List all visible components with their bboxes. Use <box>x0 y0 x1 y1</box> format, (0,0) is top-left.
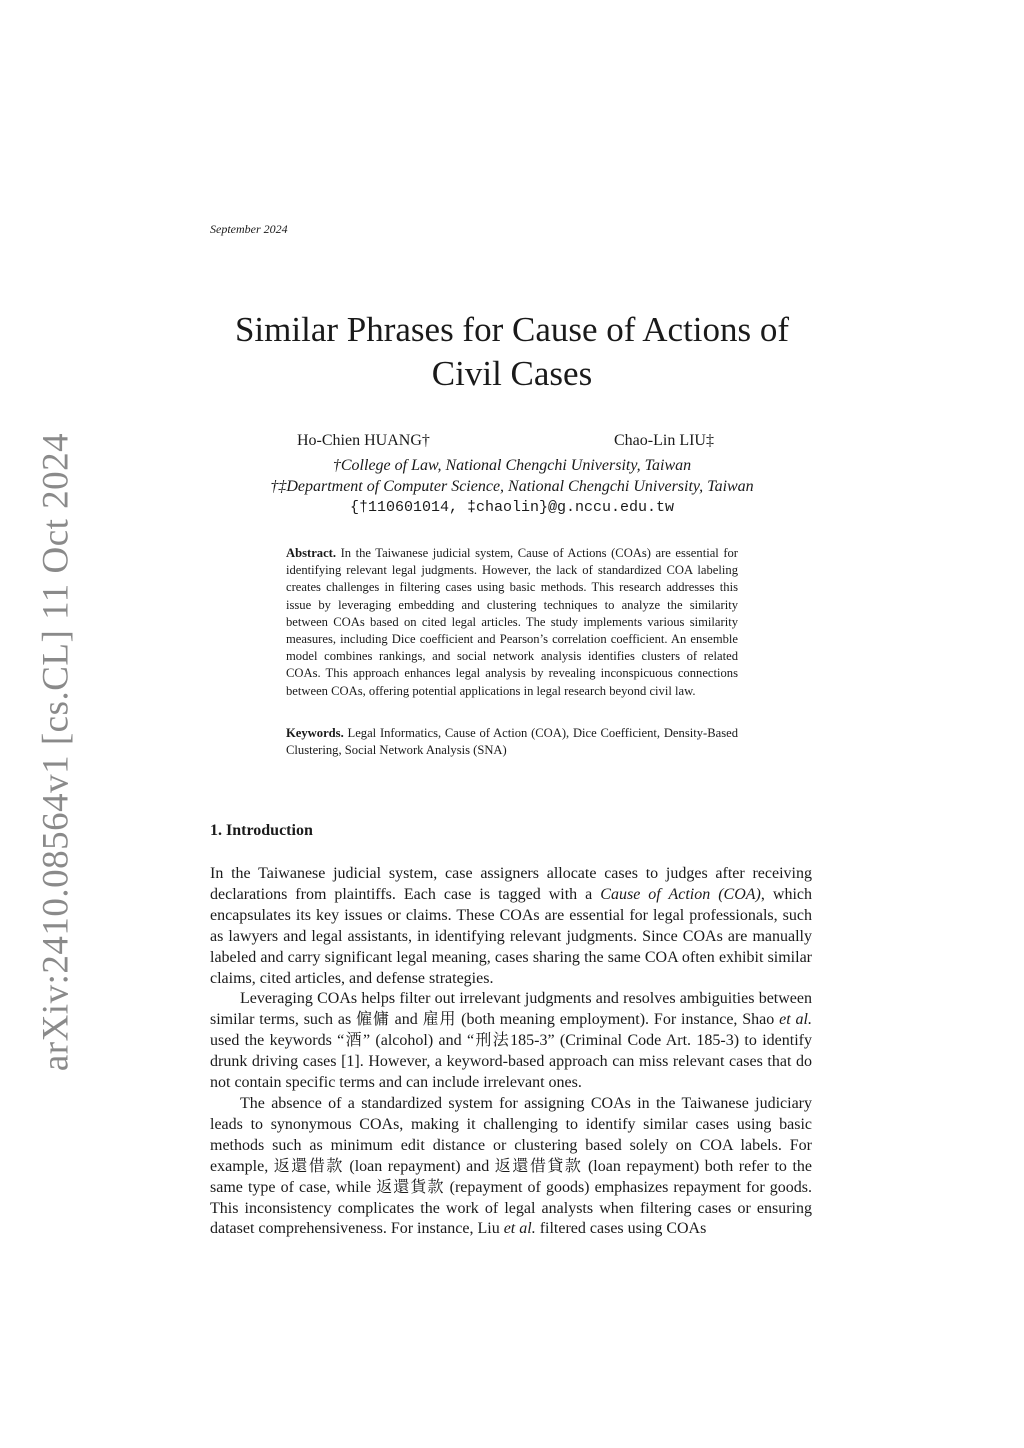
abstract-label: Abstract. <box>286 546 337 560</box>
author-huang: Ho-Chien HUANG† <box>297 432 430 449</box>
publication-date: September 2024 <box>210 222 288 236</box>
paragraph-1-part-a: In the Taiwanese judicial system, case assigners allocate cases to judges after receiving declarations from plaintiffs. Each case is tagged with a <box>210 865 812 903</box>
paragraph-2-emphasis: et al. <box>779 1011 812 1029</box>
paragraph-2-part-b: used the keywords “酒” (alcohol) and “刑法185-3” (Criminal Code Art. 185-3) to identify drunk driving cases [1]. However, a keyword-based approach can miss relevant cases that do not contain specific terms and can include irrelevant ones. <box>210 1032 812 1092</box>
paragraph-3 <box>210 1094 812 1240</box>
paragraph-1-emphasis: Cause of Action (COA) <box>600 885 761 903</box>
paragraph-2-part-a: Leveraging COAs helps filter out irrelevant judgments and resolves ambiguities between similar terms, such as 僱傭 and 雇用 (both meaning employment). For instance, Shao <box>210 990 812 1029</box>
keywords-text: Legal Informatics, Cause of Action (COA), Dice Coefficient, Density-Based Clustering, Social Network Analysis (SNA) <box>286 726 738 758</box>
author-emails: {†110601014, ‡chaolin}@g.nccu.edu.tw <box>349 499 675 516</box>
abstract <box>286 545 738 700</box>
section-heading-introduction: 1. Introduction <box>210 822 313 839</box>
affiliation-cs: †‡Department of Computer Science, National Chengchi University, Taiwan <box>270 478 754 495</box>
keywords-label: Keywords. <box>286 726 344 740</box>
paragraph-1 <box>210 864 812 989</box>
affiliation-law: †College of Law, National Chengchi University, Taiwan <box>332 457 692 474</box>
title-line-2: Civil Cases <box>431 354 593 393</box>
keywords <box>286 725 738 759</box>
paragraph-3-emphasis: et al. <box>503 1220 536 1238</box>
paragraph-3-part-b: filtered cases using COAs <box>535 1220 707 1238</box>
paragraph-1-part-b: , which encapsulates its key issues or claims. These COAs are essential for legal professionals, such as lawyers and legal assistants, in identifying relevant judgments. Since COAs are manually labeled and carry significant legal meaning, cases sharing the same COA often exhibit similar claims, cited articles, and defense strategies. <box>210 885 812 987</box>
paper-title <box>0 308 1024 396</box>
arxiv-identifier-stamp: arXiv:2410.08564v1 [cs.CL] 11 Oct 2024 <box>35 432 77 1072</box>
paragraph-3-part-a: The absence of a standardized system for assigning COAs in the Taiwanese judiciary leads to synonymous COAs, making it challenging to identify similar cases using basic methods such as minimum edit distance or clustering based solely on COA labels. For example, 返還借款 (loan repayment) and 返還借貸款 (loan repayment) both refer to the same type of case, while 返還貨款 (repayment of goods) emphasizes repayment for goods. This inconsistency complicates the work of legal analysts when filtering cases or ensuring dataset comprehensiveness. For instance, Liu <box>210 1094 812 1238</box>
introduction-body <box>210 864 812 1240</box>
abstract-text: In the Taiwanese judicial system, Cause of Actions (COAs) are essential for identifying relevant legal judgments. However, the lack of standardized COA labeling creates challenges in filtering cases using basic methods. This research addresses this issue by leveraging embedding and clustering techniques to analyze the similarity between COAs based on cited legal articles. The study implements various similarity measures, including Dice coefficient and Pearson’s correlation coefficient. An ensemble model combines rankings, and social network analysis identifies clusters of related COAs. This approach enhances legal analysis by revealing inconspicuous connections between COAs, offering potential applications in legal research beyond civil law. <box>286 546 738 698</box>
author-liu: Chao-Lin LIU‡ <box>614 432 714 449</box>
paragraph-2 <box>210 989 812 1094</box>
title-line-1: Similar Phrases for Cause of Actions of <box>234 310 790 349</box>
